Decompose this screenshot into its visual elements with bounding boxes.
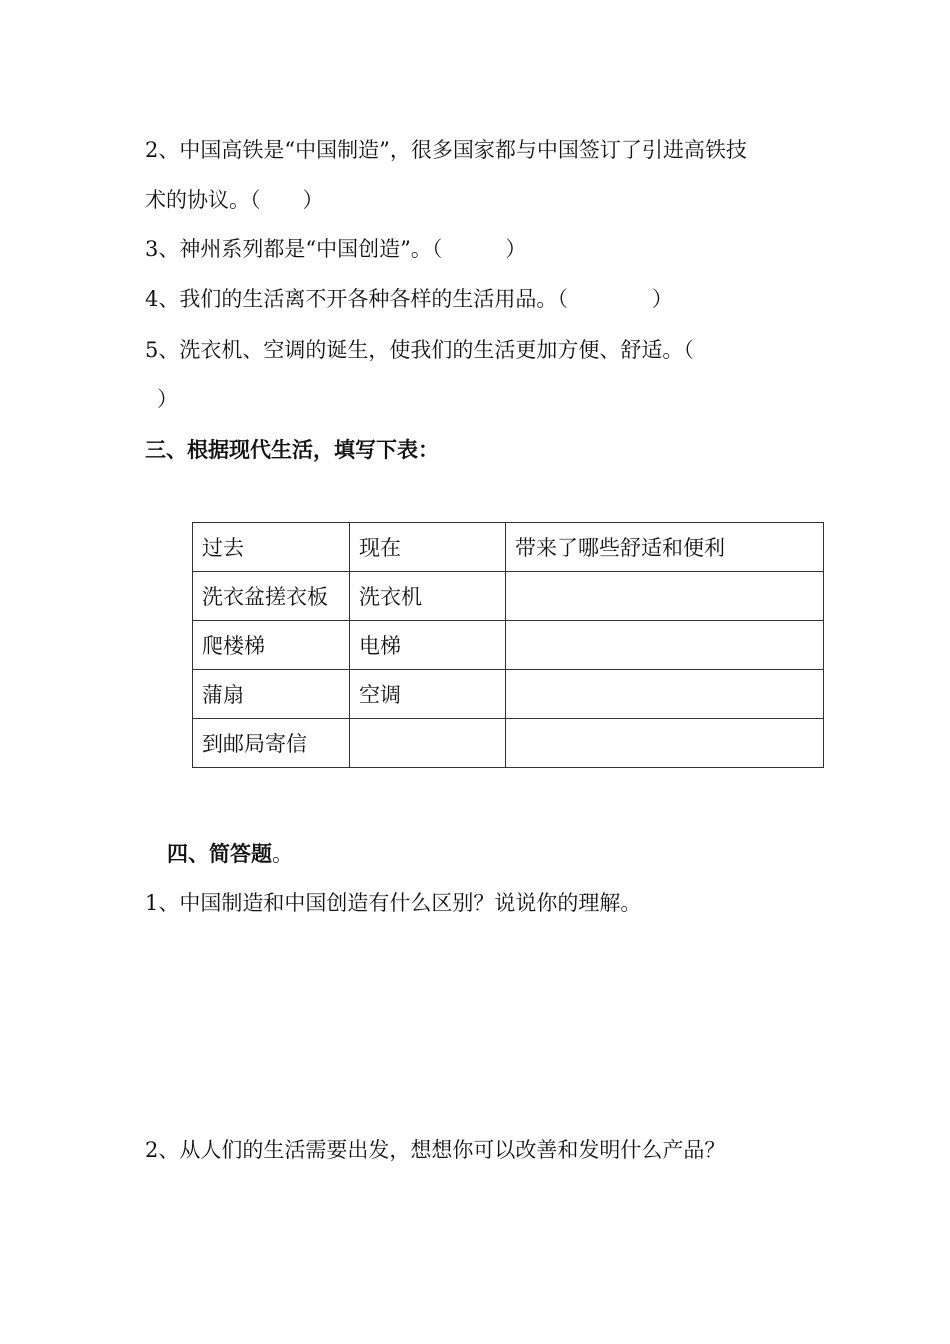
section4-title: 四、简答题	[167, 841, 272, 866]
answer-cell[interactable]	[350, 719, 506, 768]
section4-q1: 1、中国制造和中国创造有什么区别？说说你的理解。	[145, 891, 642, 915]
answer-cell[interactable]	[506, 670, 824, 719]
section4-title-suffix: 。	[272, 842, 293, 866]
section3-title: 三、根据现代生活，填写下表：	[145, 437, 439, 462]
judge-q2-line2: 术的协议。（ ）	[145, 188, 324, 212]
table-cell: 洗衣机	[350, 572, 506, 621]
table-row	[193, 621, 824, 670]
judge-q2-line1: 2、中国高铁是“中国制造”，很多国家都与中国签订了引进高铁技	[145, 138, 747, 162]
fill-table	[192, 522, 824, 768]
table-row	[193, 670, 824, 719]
answer-cell[interactable]	[506, 572, 824, 621]
section4-q2: 2、从人们的生活需要出发，想想你可以改善和发明什么产品？	[145, 1138, 726, 1162]
table-row	[193, 719, 824, 768]
answer-cell[interactable]	[506, 621, 824, 670]
judge-q5-line2: ）	[157, 387, 178, 411]
table-row	[193, 572, 824, 621]
judge-q4: 4、我们的生活离不开各种各样的生活用品。（ ）	[145, 287, 673, 311]
answer-cell[interactable]	[506, 719, 824, 768]
header-now: 现在	[350, 523, 506, 572]
table-cell: 电梯	[350, 621, 506, 670]
header-past: 过去	[193, 523, 350, 572]
section4-title-line	[167, 841, 293, 867]
table-cell: 空调	[350, 670, 506, 719]
table-cell: 到邮局寄信	[193, 719, 350, 768]
table-header-row	[193, 523, 824, 572]
table-cell: 洗衣盆搓衣板	[193, 572, 350, 621]
judge-q3: 3、神州系列都是“中国创造”。（ ）	[145, 237, 527, 261]
table-cell: 蒲扇	[193, 670, 350, 719]
judge-q5-line1: 5、洗衣机、空调的诞生，使我们的生活更加方便、舒适。（	[145, 338, 694, 362]
header-benefit: 带来了哪些舒适和便利	[506, 523, 824, 572]
table-cell: 爬楼梯	[193, 621, 350, 670]
